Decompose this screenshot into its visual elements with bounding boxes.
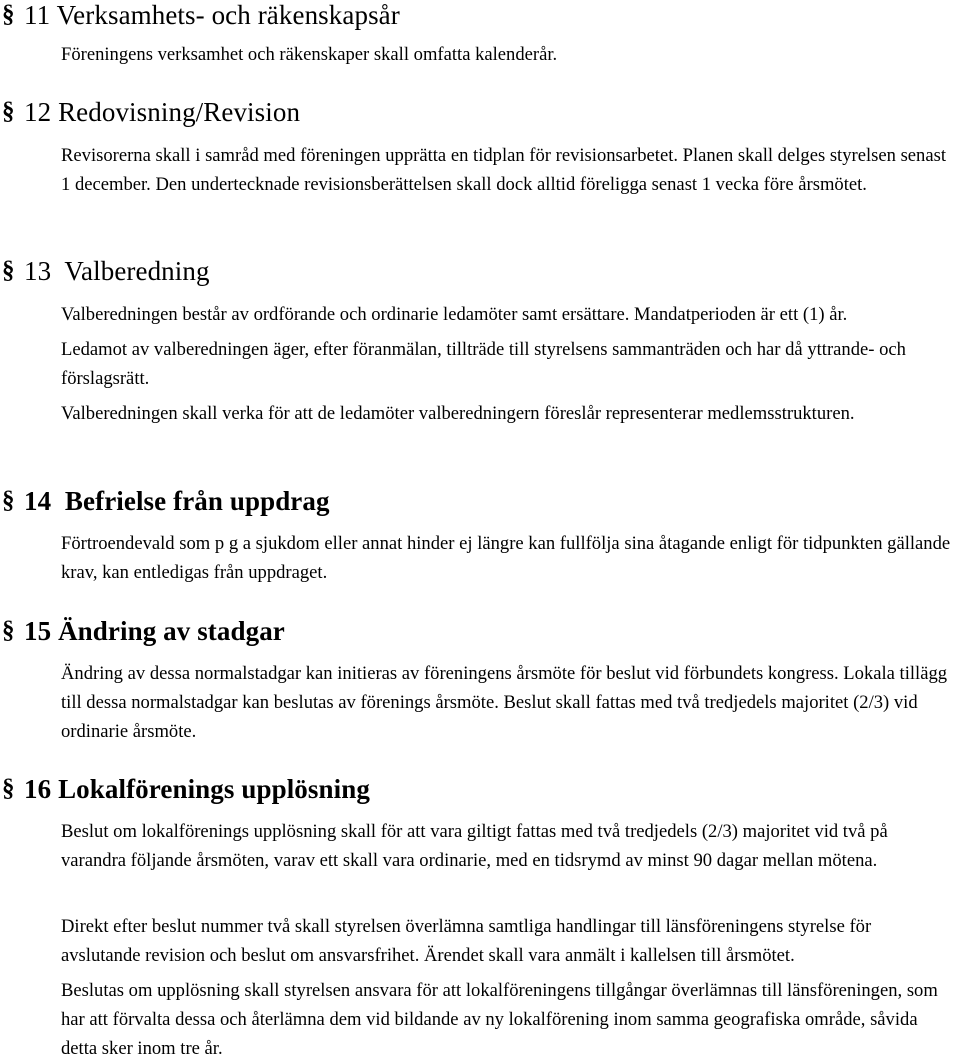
paragraph: Valberedningen skall verka för att de ledamöter valberedningern föreslår representerar medlemsstrukturen. [61,403,855,424]
section-sign-icon: § [2,775,15,802]
paragraph: Direkt efter beslut nummer två skall styrelsen överlämna samtliga handlingar till länsföreningens styrelse för avslutande revision och beslut om ansvarsfrihet. Ärendet skall vara anmält i kallelsen till årsmötet. [61,916,872,966]
section-sign-icon: § [2,617,15,644]
section-number: 15 [24,616,52,646]
section-title-text: Valberedning [64,256,210,286]
section-sign-icon: § [2,487,15,514]
paragraph: Beslutas om upplösning skall styrelsen ansvara för att lokalföreningens tillgångar överlämnas till länsföreningen, som har att förvalta dessa och återlämna dem vid bildande av ny lokalförening inom samma geografiska område, såvida detta sker inom tre år. [61,980,938,1059]
section-number: 13 [24,256,52,286]
section-sign-icon: § [2,1,15,28]
section-number: 12 [24,97,52,127]
section-title-text: Befrielse från uppdrag [64,486,330,516]
paragraph: Ledamot av valberedningen äger, efter föranmälan, tillträde till styrelsens sammanträden och har då yttrande- och förslagsrätt. [61,339,906,389]
section-title-text: Verksamhets- och räkenskapsår [56,0,400,30]
section-title [24,256,210,286]
section-title [24,774,370,804]
section-title-text: Lokalförenings upplösning [58,774,370,804]
section-title [24,486,330,516]
paragraph: Föreningens verksamhet och räkenskaper skall omfatta kalenderår. [61,44,558,65]
section-sign-icon: § [2,98,15,125]
paragraph: Valberedningen består av ordförande och ordinarie ledamöter samt ersättare. Mandatperioden är ett (1) år. [61,304,848,325]
section-number: 14 [24,486,52,516]
section-sign-icon: § [2,257,15,284]
section-number: 11 [24,0,51,30]
section-title [24,616,285,646]
paragraph: Förtroendevald som p g a sjukdom eller annat hinder ej längre kan fullfölja sina åtagande enligt för tidpunkten gällande krav, kan entledigas från uppdraget. [61,533,951,583]
paragraph: Ändring av dessa normalstadgar kan initieras av föreningens årsmöte för beslut vid förbundets kongress. Lokala tillägg till dessa normalstadgar kan beslutas av förenings årsmöte. Beslut skall fattas med två tredjedels majoritet (2/3) vid ordinarie årsmöte. [61,663,948,742]
section-title [24,97,300,127]
paragraph: Revisorerna skall i samråd med föreningen upprätta en tidplan för revisionsarbetet. Planen skall delges styrelsen senast 1 december. Den undertecknade revisionsberättelsen skall dock alltid föreligga senast 1 vecka före årsmötet. [61,145,947,195]
section-title-text: Redovisning/Revision [58,97,301,127]
section-title [24,0,400,30]
section-title-text: Ändring av stadgar [58,616,285,646]
section-number: 16 [24,774,52,804]
paragraph: Beslut om lokalförenings upplösning skall för att vara giltigt fattas med två tredjedels (2/3) majoritet vid två på varandra följande årsmöten, varav ett skall vara ordinarie, med en tidsrymd av minst 90 dagar mellan mötena. [61,821,888,871]
